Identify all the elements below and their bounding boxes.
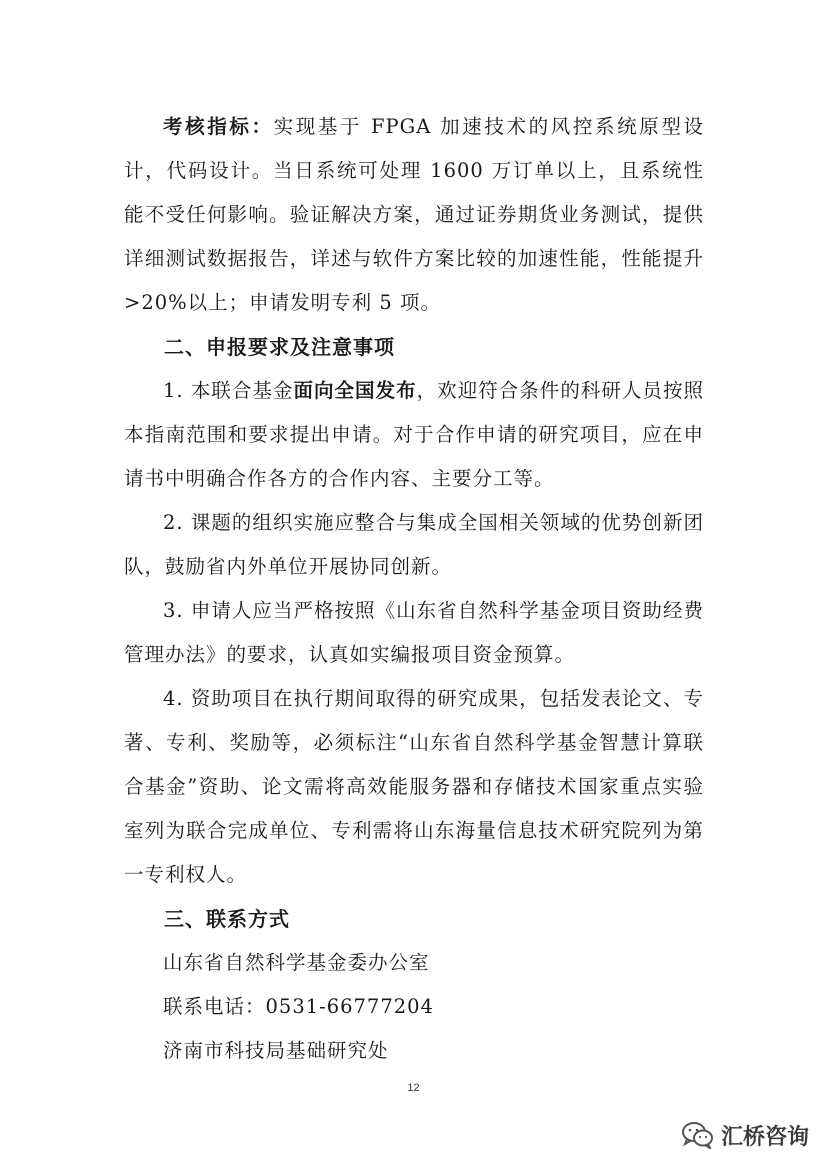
assessment-paragraph [124, 105, 704, 325]
watermark [681, 1118, 809, 1152]
requirement-item-1-rest: ，欢迎符合条件的科研人员按照本指南范围和要求提出申请。对于合作申请的研究项目，应在申请书中明确合作各方的合作内容、主要分工等。 [124, 379, 704, 490]
document-body [124, 105, 704, 1073]
watermark-text: 汇桥咨询 [720, 1124, 809, 1150]
wechat-icon [681, 1121, 715, 1149]
requirement-item-4: 4. 资助项目在执行期间取得的研究成果，包括发表论文、专著、专利、奖励等，必须标注“山东省自然科学基金智慧计算联合基金”资助、论文需将高效能服务器和存储技术国家重点实验室列为联合完成单位、专利需将山东海量信息技术研究院列为第一专利权人。 [124, 687, 704, 886]
assessment-lead: 考核指标： [163, 115, 274, 138]
requirement-item-2: 2. 课题的组织实施应整合与集成全国相关领域的优势创新团队，鼓励省内外单位开展协同创新。 [124, 511, 704, 578]
requirement-item-1-bold: 面向全国发布 [293, 379, 417, 402]
contact-phone: 联系电话：0531-66777204 [163, 995, 434, 1018]
section-heading-contact: 三、联系方式 [164, 907, 290, 931]
requirement-item-1 [124, 369, 704, 501]
contact-bureau: 济南市科技局基础研究处 [163, 1039, 389, 1062]
requirement-item-3: 3. 申请人应当严格按照《山东省自然科学基金项目资助经费管理办法》的要求，认真如实编报项目资金预算。 [124, 599, 704, 666]
section-heading-requirements: 二、申报要求及注意事项 [164, 335, 395, 359]
assessment-text: 实现基于 FPGA 加速技术的风控系统原型设计，代码设计。当日系统可处理 1600 万订单以上，且系统性能不受任何影响。验证解决方案，通过证券期货业务测试，提供详细测试数据报告，详述与软件方案比较的加速性能，性能提升>20%以上；申请发明专利 5 项。 [124, 115, 704, 314]
contact-office: 山东省自然科学基金委办公室 [163, 951, 430, 974]
page-number: 12 [407, 1082, 420, 1094]
requirement-item-1-prefix: 1. 本联合基金 [163, 379, 294, 402]
